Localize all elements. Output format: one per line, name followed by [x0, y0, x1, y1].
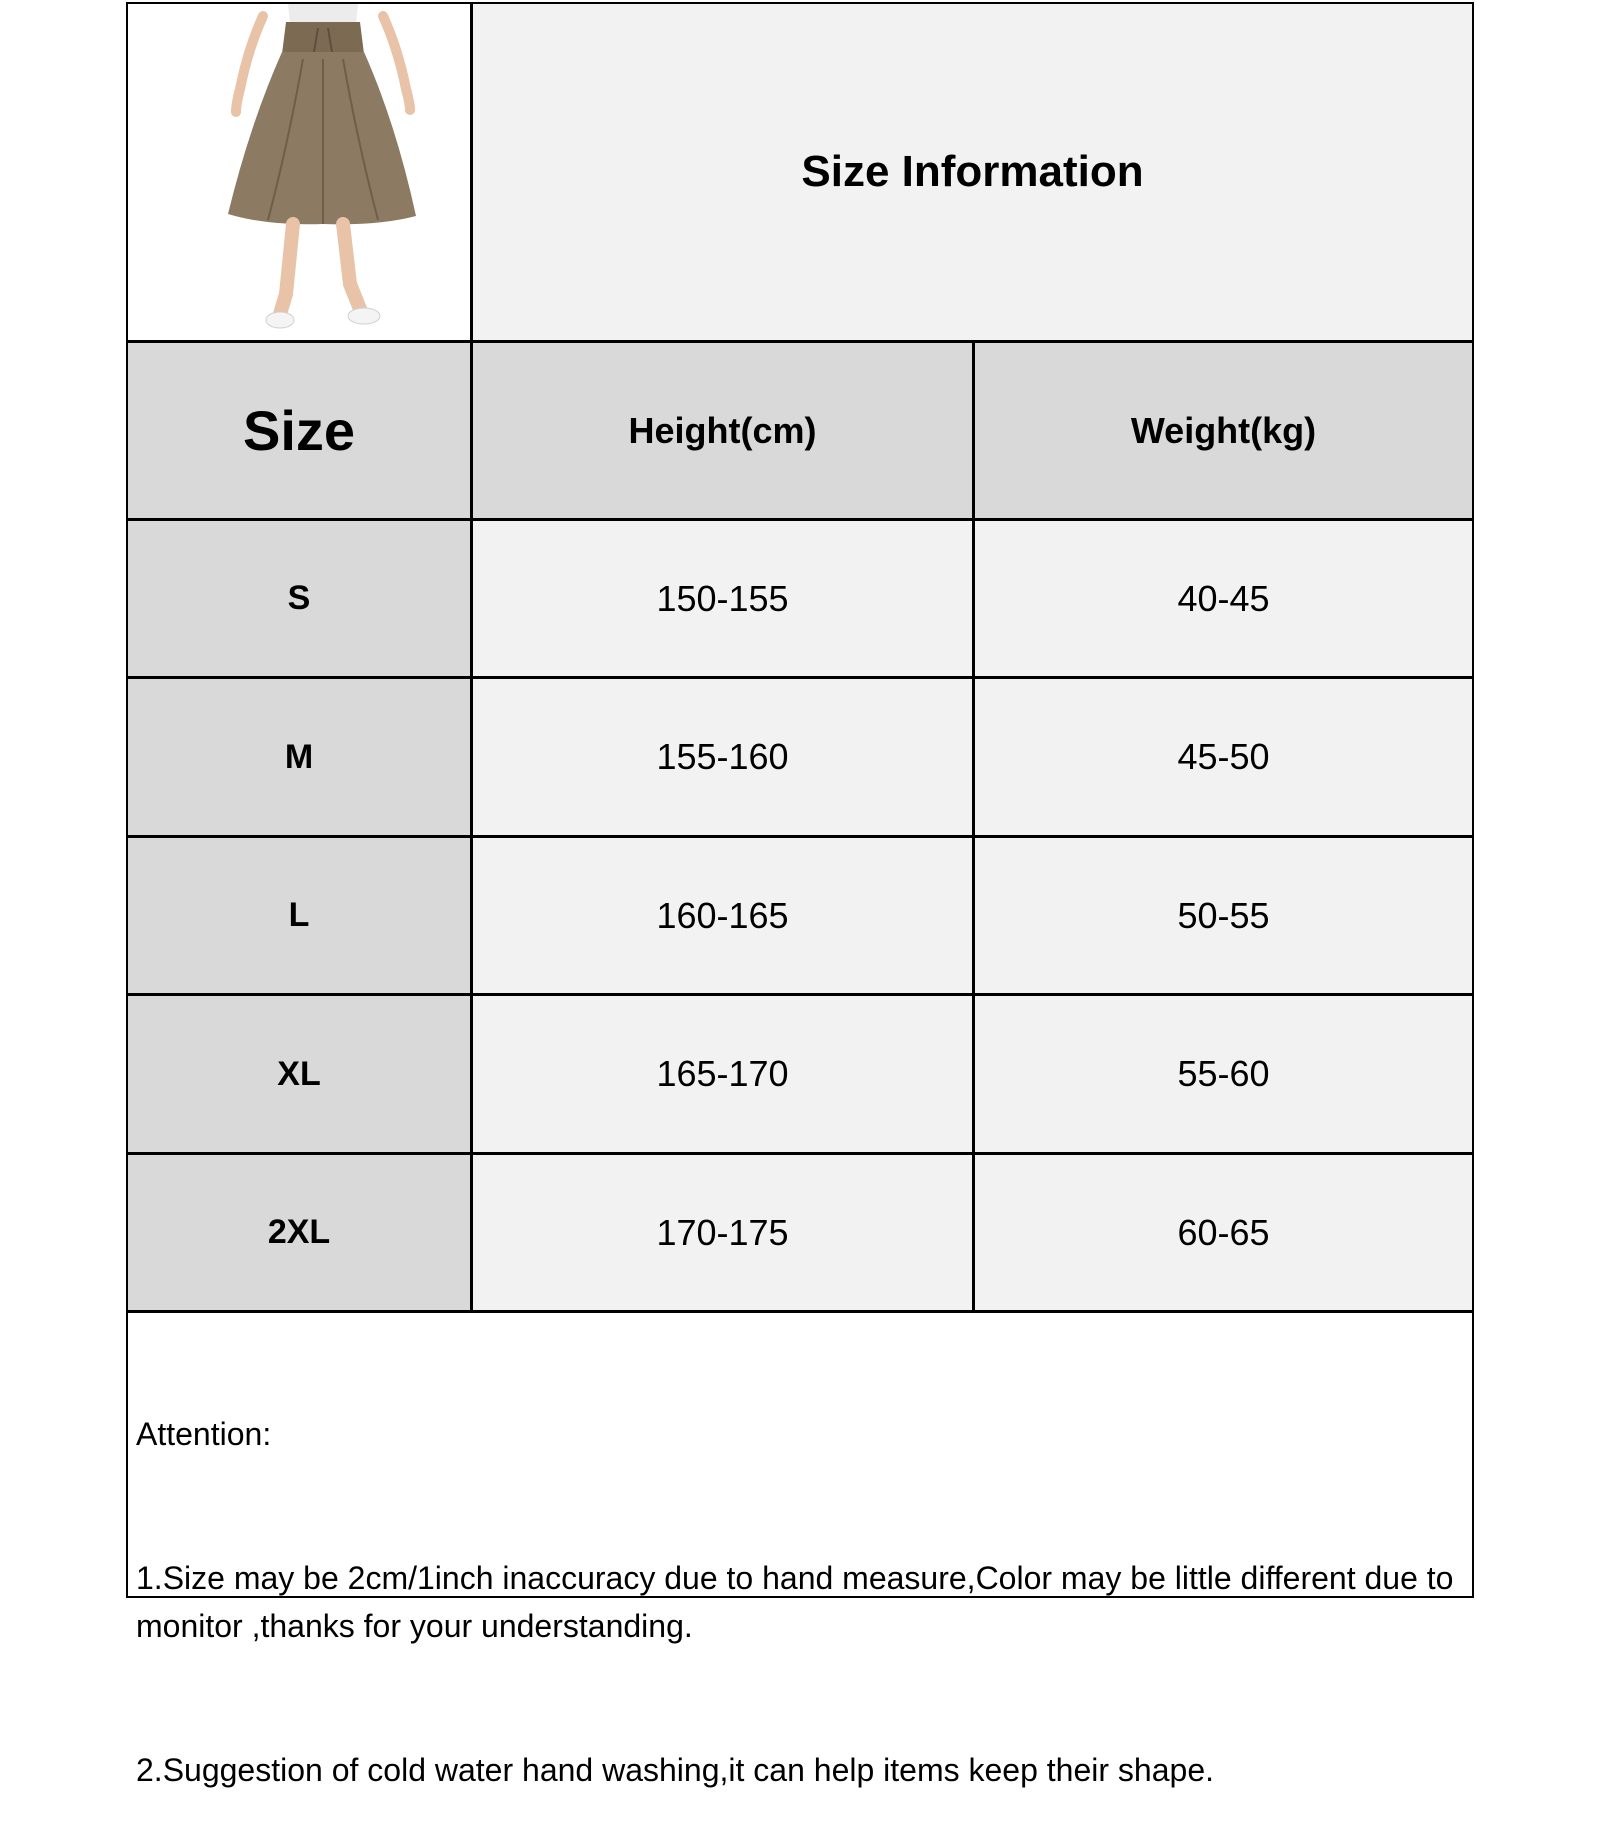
size-cell-2xl: 2XL	[128, 1155, 470, 1310]
header-height: Height(cm)	[473, 343, 972, 518]
header-size: Size	[128, 343, 470, 518]
weight-cell-s: 40-45	[975, 521, 1472, 676]
weight-cell-m: 45-50	[975, 679, 1472, 835]
height-cell-l: 160-165	[473, 838, 972, 993]
note-line-1: 1.Size may be 2cm/1inch inaccuracy due to hand measure,Color may be little different due to monitor ,thanks for your understanding.	[136, 1560, 1454, 1644]
weight-cell-xl: 55-60	[975, 996, 1472, 1152]
product-photo	[128, 4, 470, 340]
header-weight: Weight(kg)	[975, 343, 1472, 518]
height-cell-s: 150-155	[473, 521, 972, 676]
weight-cell-l: 50-55	[975, 838, 1472, 993]
height-cell-m: 155-160	[473, 679, 972, 835]
grid-line	[470, 4, 473, 1310]
grid-line	[128, 1310, 1472, 1313]
grid-line	[128, 340, 1472, 343]
attention-notes	[136, 1314, 1456, 1842]
size-cell-m: M	[128, 679, 470, 835]
size-information-title: Size Information	[473, 4, 1472, 340]
skirt-model-image	[128, 4, 470, 340]
grid-line	[972, 343, 975, 1310]
height-cell-2xl: 170-175	[473, 1155, 972, 1310]
grid-line	[128, 518, 1472, 521]
note-line-2: 2.Suggestion of cold water hand washing,it can help items keep their shape.	[136, 1752, 1214, 1788]
grid-line	[128, 676, 1472, 679]
notes-heading: Attention:	[136, 1416, 272, 1452]
grid-line	[128, 835, 1472, 838]
height-cell-xl: 165-170	[473, 996, 972, 1152]
grid-line	[128, 993, 1472, 996]
grid-line	[128, 1152, 1472, 1155]
size-cell-s: S	[128, 521, 470, 676]
weight-cell-2xl: 60-65	[975, 1155, 1472, 1310]
size-cell-xl: XL	[128, 996, 470, 1152]
size-cell-l: L	[128, 838, 470, 993]
